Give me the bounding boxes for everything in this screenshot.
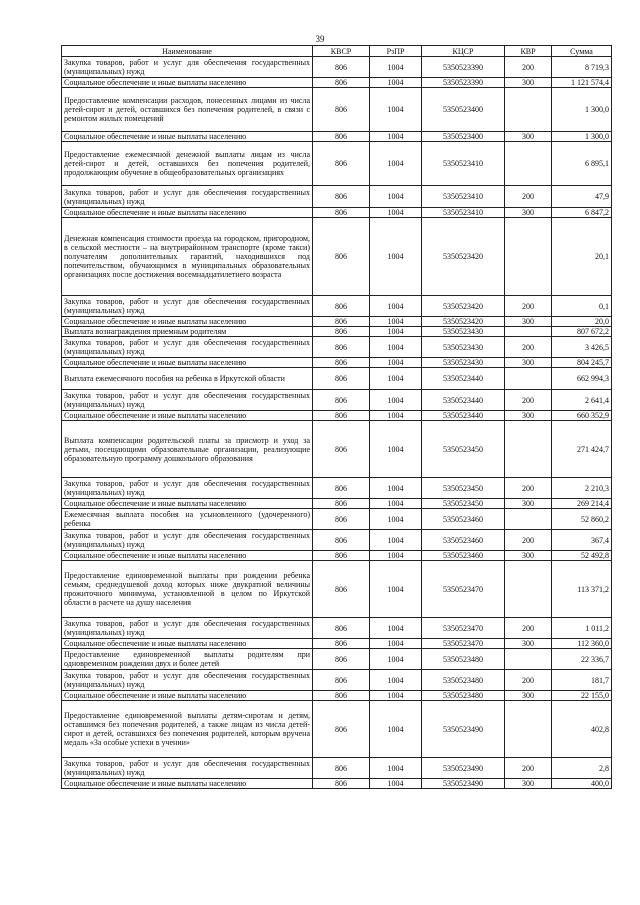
row-kvr bbox=[505, 649, 552, 670]
row-sum: 1 011,2 bbox=[552, 618, 612, 639]
row-kvsr: 806 bbox=[313, 618, 370, 639]
table-row bbox=[62, 317, 612, 327]
row-sum: 20,0 bbox=[552, 317, 612, 327]
row-sum: 22 336,7 bbox=[552, 649, 612, 670]
row-sum: 400,0 bbox=[552, 779, 612, 789]
row-kvr: 300 bbox=[505, 78, 552, 88]
row-sum: 1 300,0 bbox=[552, 132, 612, 142]
row-rzpr: 1004 bbox=[370, 368, 422, 390]
row-kvr bbox=[505, 421, 552, 478]
table-row bbox=[62, 218, 612, 296]
row-name: Закупка товаров, работ и услуг для обеспечения государственных (муниципальных) нужд bbox=[62, 758, 313, 779]
row-kvsr: 806 bbox=[313, 509, 370, 530]
header-row bbox=[62, 46, 612, 57]
row-sum: 271 424,7 bbox=[552, 421, 612, 478]
table-row bbox=[62, 411, 612, 421]
row-name: Социальное обеспечение и иные выплаты населению bbox=[62, 411, 313, 421]
row-kvr: 200 bbox=[505, 758, 552, 779]
row-kvsr: 806 bbox=[313, 132, 370, 142]
row-rzpr: 1004 bbox=[370, 478, 422, 499]
row-kvr: 300 bbox=[505, 499, 552, 509]
row-kcsr: 5350523410 bbox=[422, 142, 505, 186]
row-kvsr: 806 bbox=[313, 390, 370, 411]
row-kvsr: 806 bbox=[313, 701, 370, 758]
row-kvsr: 806 bbox=[313, 88, 370, 132]
row-kvr bbox=[505, 218, 552, 296]
row-rzpr: 1004 bbox=[370, 779, 422, 789]
row-sum: 0,1 bbox=[552, 296, 612, 317]
row-rzpr: 1004 bbox=[370, 317, 422, 327]
row-rzpr: 1004 bbox=[370, 142, 422, 186]
row-name: Выплата компенсации родительской платы за присмотр и уход за детьми, посещающими образовательные организации, реализующие образовательную программу дошкольного образования bbox=[62, 421, 313, 478]
row-kvsr: 806 bbox=[313, 142, 370, 186]
row-sum: 660 352,9 bbox=[552, 411, 612, 421]
table-row bbox=[62, 649, 612, 670]
row-kvsr: 806 bbox=[313, 186, 370, 208]
row-kcsr: 5350523410 bbox=[422, 186, 505, 208]
row-kvr bbox=[505, 561, 552, 618]
row-kcsr: 5350523440 bbox=[422, 390, 505, 411]
row-kvsr: 806 bbox=[313, 691, 370, 701]
table-row bbox=[62, 509, 612, 530]
row-kcsr: 5350523400 bbox=[422, 132, 505, 142]
row-kcsr: 5350523420 bbox=[422, 296, 505, 317]
row-rzpr: 1004 bbox=[370, 509, 422, 530]
row-kcsr: 5350523420 bbox=[422, 317, 505, 327]
row-rzpr: 1004 bbox=[370, 561, 422, 618]
row-kvr: 300 bbox=[505, 317, 552, 327]
row-name: Закупка товаров, работ и услуг для обеспечения государственных (муниципальных) нужд bbox=[62, 478, 313, 499]
header-rzpr: РзПР bbox=[370, 46, 422, 57]
row-rzpr: 1004 bbox=[370, 186, 422, 208]
row-kvsr: 806 bbox=[313, 337, 370, 358]
row-sum: 1 121 574,4 bbox=[552, 78, 612, 88]
row-sum: 804 245,7 bbox=[552, 358, 612, 368]
row-kvsr: 806 bbox=[313, 478, 370, 499]
row-kcsr: 5350523490 bbox=[422, 758, 505, 779]
header-kvr: КВР bbox=[505, 46, 552, 57]
row-name: Выплата вознаграждения приемным родителям bbox=[62, 327, 313, 337]
row-kvsr: 806 bbox=[313, 758, 370, 779]
row-sum: 181,7 bbox=[552, 670, 612, 691]
row-name: Социальное обеспечение и иные выплаты населению bbox=[62, 317, 313, 327]
row-kvr: 300 bbox=[505, 779, 552, 789]
row-kvr: 200 bbox=[505, 390, 552, 411]
row-name: Социальное обеспечение и иные выплаты населению bbox=[62, 358, 313, 368]
table-row bbox=[62, 358, 612, 368]
row-name: Социальное обеспечение и иные выплаты населению bbox=[62, 208, 313, 218]
row-kcsr: 5350523490 bbox=[422, 701, 505, 758]
row-kvsr: 806 bbox=[313, 530, 370, 551]
row-kcsr: 5350523460 bbox=[422, 551, 505, 561]
row-rzpr: 1004 bbox=[370, 57, 422, 78]
row-kcsr: 5350523480 bbox=[422, 649, 505, 670]
row-rzpr: 1004 bbox=[370, 618, 422, 639]
table-row bbox=[62, 368, 612, 390]
row-kvr bbox=[505, 701, 552, 758]
header-kcsr: КЦСР bbox=[422, 46, 505, 57]
row-rzpr: 1004 bbox=[370, 758, 422, 779]
row-name: Закупка товаров, работ и услуг для обеспечения государственных (муниципальных) нужд bbox=[62, 186, 313, 208]
row-kvr: 200 bbox=[505, 478, 552, 499]
row-kcsr: 5350523390 bbox=[422, 57, 505, 78]
table-row bbox=[62, 758, 612, 779]
row-sum: 52 492,8 bbox=[552, 551, 612, 561]
row-kvsr: 806 bbox=[313, 57, 370, 78]
row-name: Закупка товаров, работ и услуг для обеспечения государственных (муниципальных) нужд bbox=[62, 618, 313, 639]
row-kcsr: 5350523430 bbox=[422, 337, 505, 358]
table-row bbox=[62, 296, 612, 317]
row-kvr: 200 bbox=[505, 670, 552, 691]
row-kvsr: 806 bbox=[313, 551, 370, 561]
row-kvsr: 806 bbox=[313, 561, 370, 618]
table-row bbox=[62, 478, 612, 499]
row-kvsr: 806 bbox=[313, 317, 370, 327]
row-kcsr: 5350523390 bbox=[422, 78, 505, 88]
row-name: Закупка товаров, работ и услуг для обеспечения государственных (муниципальных) нужд bbox=[62, 57, 313, 78]
row-kvsr: 806 bbox=[313, 411, 370, 421]
row-name: Социальное обеспечение и иные выплаты населению bbox=[62, 779, 313, 789]
row-kvr bbox=[505, 509, 552, 530]
header-sum: Сумма bbox=[552, 46, 612, 57]
row-rzpr: 1004 bbox=[370, 88, 422, 132]
row-rzpr: 1004 bbox=[370, 649, 422, 670]
page-number: 39 bbox=[315, 34, 325, 44]
row-kcsr: 5350523430 bbox=[422, 358, 505, 368]
header-name: Наименование bbox=[62, 46, 313, 57]
row-kcsr: 5350523460 bbox=[422, 530, 505, 551]
row-sum: 3 426,5 bbox=[552, 337, 612, 358]
row-rzpr: 1004 bbox=[370, 337, 422, 358]
row-sum: 2,8 bbox=[552, 758, 612, 779]
row-rzpr: 1004 bbox=[370, 358, 422, 368]
row-kcsr: 5350523470 bbox=[422, 639, 505, 649]
table-row bbox=[62, 57, 612, 78]
table-row bbox=[62, 618, 612, 639]
row-name: Предоставление компенсации расходов, понесенных лицами из числа детей-сирот и детей, оставшихся без попечения родителей, в связи с ремонтом жилых помещений bbox=[62, 88, 313, 132]
row-name: Социальное обеспечение и иные выплаты населению bbox=[62, 499, 313, 509]
table-row bbox=[62, 701, 612, 758]
row-sum: 52 860,2 bbox=[552, 509, 612, 530]
header-kvsr: КВСР bbox=[313, 46, 370, 57]
row-sum: 20,1 bbox=[552, 218, 612, 296]
row-sum: 367,4 bbox=[552, 530, 612, 551]
row-name: Закупка товаров, работ и услуг для обеспечения государственных (муниципальных) нужд bbox=[62, 296, 313, 317]
row-name: Социальное обеспечение и иные выплаты населению bbox=[62, 691, 313, 701]
table-row bbox=[62, 88, 612, 132]
row-rzpr: 1004 bbox=[370, 691, 422, 701]
row-kvsr: 806 bbox=[313, 358, 370, 368]
row-name: Ежемесячная выплата пособия на усыновленного (удочеренного) ребенка bbox=[62, 509, 313, 530]
row-rzpr: 1004 bbox=[370, 218, 422, 296]
table-row bbox=[62, 499, 612, 509]
row-kvr: 300 bbox=[505, 639, 552, 649]
row-rzpr: 1004 bbox=[370, 639, 422, 649]
row-rzpr: 1004 bbox=[370, 701, 422, 758]
row-name: Социальное обеспечение и иные выплаты населению bbox=[62, 132, 313, 142]
row-rzpr: 1004 bbox=[370, 327, 422, 337]
row-kvr: 300 bbox=[505, 691, 552, 701]
row-kvr: 200 bbox=[505, 57, 552, 78]
row-kcsr: 5350523470 bbox=[422, 618, 505, 639]
row-kvr: 300 bbox=[505, 411, 552, 421]
row-sum: 269 214,4 bbox=[552, 499, 612, 509]
table-row bbox=[62, 142, 612, 186]
row-sum: 662 994,3 bbox=[552, 368, 612, 390]
table-row bbox=[62, 421, 612, 478]
table-row bbox=[62, 337, 612, 358]
row-kvsr: 806 bbox=[313, 368, 370, 390]
table-row bbox=[62, 208, 612, 218]
row-rzpr: 1004 bbox=[370, 530, 422, 551]
row-kcsr: 5350523440 bbox=[422, 368, 505, 390]
row-name: Предоставление единовременной выплаты детям-сиротам и детям, оставшимся без попечения родителей, а также лицам из числа детей-сирот и детей, оставшихся без попечения родителей, которым вручена медаль «За особые успехи в учении» bbox=[62, 701, 313, 758]
row-kvr: 200 bbox=[505, 186, 552, 208]
row-sum: 112 360,0 bbox=[552, 639, 612, 649]
table-row bbox=[62, 530, 612, 551]
table-row bbox=[62, 78, 612, 88]
row-kvr bbox=[505, 88, 552, 132]
row-kvsr: 806 bbox=[313, 779, 370, 789]
row-rzpr: 1004 bbox=[370, 411, 422, 421]
row-name: Закупка товаров, работ и услуг для обеспечения государственных (муниципальных) нужд bbox=[62, 337, 313, 358]
row-kcsr: 5350523420 bbox=[422, 218, 505, 296]
row-rzpr: 1004 bbox=[370, 208, 422, 218]
row-sum: 2 641,4 bbox=[552, 390, 612, 411]
row-name: Социальное обеспечение и иные выплаты населению bbox=[62, 78, 313, 88]
row-kvsr: 806 bbox=[313, 639, 370, 649]
row-rzpr: 1004 bbox=[370, 390, 422, 411]
row-sum: 6 847,2 bbox=[552, 208, 612, 218]
table-row bbox=[62, 132, 612, 142]
table-row bbox=[62, 561, 612, 618]
table-row bbox=[62, 551, 612, 561]
row-rzpr: 1004 bbox=[370, 551, 422, 561]
row-kcsr: 5350523480 bbox=[422, 691, 505, 701]
row-kvr: 300 bbox=[505, 132, 552, 142]
row-sum: 47,9 bbox=[552, 186, 612, 208]
row-name: Закупка товаров, работ и услуг для обеспечения государственных (муниципальных) нужд bbox=[62, 390, 313, 411]
row-sum: 8 719,3 bbox=[552, 57, 612, 78]
budget-table bbox=[61, 45, 612, 789]
row-kvsr: 806 bbox=[313, 649, 370, 670]
row-kvr: 300 bbox=[505, 208, 552, 218]
row-rzpr: 1004 bbox=[370, 296, 422, 317]
table-row bbox=[62, 670, 612, 691]
row-sum: 807 672,2 bbox=[552, 327, 612, 337]
row-kcsr: 5350523470 bbox=[422, 561, 505, 618]
row-name: Закупка товаров, работ и услуг для обеспечения государственных (муниципальных) нужд bbox=[62, 530, 313, 551]
row-kvr: 200 bbox=[505, 296, 552, 317]
row-kcsr: 5350523440 bbox=[422, 411, 505, 421]
row-kvsr: 806 bbox=[313, 499, 370, 509]
row-kvr bbox=[505, 368, 552, 390]
table-row bbox=[62, 691, 612, 701]
row-kvsr: 806 bbox=[313, 78, 370, 88]
row-sum: 402,8 bbox=[552, 701, 612, 758]
row-sum: 2 210,3 bbox=[552, 478, 612, 499]
row-kcsr: 5350523480 bbox=[422, 670, 505, 691]
row-kcsr: 5350523460 bbox=[422, 509, 505, 530]
row-kvr: 200 bbox=[505, 618, 552, 639]
table-row bbox=[62, 639, 612, 649]
row-rzpr: 1004 bbox=[370, 499, 422, 509]
row-kvsr: 806 bbox=[313, 670, 370, 691]
row-kcsr: 5350523450 bbox=[422, 421, 505, 478]
row-kvsr: 806 bbox=[313, 421, 370, 478]
row-name: Предоставление ежемесячной денежной выплаты лицам из числа детей-сирот и детей, оставшихся без попечения родителей, продолжающим обучение в общеобразовательных организациях bbox=[62, 142, 313, 186]
row-sum: 113 371,2 bbox=[552, 561, 612, 618]
row-kvr: 300 bbox=[505, 358, 552, 368]
row-name: Предоставление единовременной выплаты при рождении ребенка семьям, среднедушевой доход которых ниже двукратной величины прожиточного минимума, установленной в целом по Иркутской области в расчете на душу населения bbox=[62, 561, 313, 618]
row-kvr: 200 bbox=[505, 337, 552, 358]
table-row bbox=[62, 186, 612, 208]
row-name: Социальное обеспечение и иные выплаты населению bbox=[62, 551, 313, 561]
row-rzpr: 1004 bbox=[370, 421, 422, 478]
table-row bbox=[62, 327, 612, 337]
row-kvsr: 806 bbox=[313, 327, 370, 337]
row-name: Социальное обеспечение и иные выплаты населению bbox=[62, 639, 313, 649]
row-sum: 6 895,1 bbox=[552, 142, 612, 186]
row-kvr bbox=[505, 327, 552, 337]
row-kvr bbox=[505, 142, 552, 186]
row-kvr: 300 bbox=[505, 551, 552, 561]
row-kcsr: 5350523450 bbox=[422, 478, 505, 499]
row-rzpr: 1004 bbox=[370, 132, 422, 142]
row-rzpr: 1004 bbox=[370, 670, 422, 691]
row-kvsr: 806 bbox=[313, 218, 370, 296]
row-kcsr: 5350523490 bbox=[422, 779, 505, 789]
row-sum: 22 155,0 bbox=[552, 691, 612, 701]
row-sum: 1 300,0 bbox=[552, 88, 612, 132]
table-row bbox=[62, 390, 612, 411]
row-kcsr: 5350523410 bbox=[422, 208, 505, 218]
table-row bbox=[62, 779, 612, 789]
row-kcsr: 5350523400 bbox=[422, 88, 505, 132]
row-name: Денежная компенсация стоимости проезда на городском, пригородном, в сельской местности – на внутрирайонном транспорте (кроме такси) получателям дополнительных гарантий, находившихся под попечительством, обучающимся в муниципальных образовательных организациях после достижения восемнадцатилетнего возраста bbox=[62, 218, 313, 296]
row-kvsr: 806 bbox=[313, 208, 370, 218]
row-kcsr: 5350523430 bbox=[422, 327, 505, 337]
row-name: Предоставление единовременной выплаты родителям при одновременном рождении двух и более детей bbox=[62, 649, 313, 670]
row-kvsr: 806 bbox=[313, 296, 370, 317]
row-name: Закупка товаров, работ и услуг для обеспечения государственных (муниципальных) нужд bbox=[62, 670, 313, 691]
row-kcsr: 5350523450 bbox=[422, 499, 505, 509]
row-name: Выплата ежемесячного пособия на ребенка в Иркутской области bbox=[62, 368, 313, 390]
row-rzpr: 1004 bbox=[370, 78, 422, 88]
row-kvr: 200 bbox=[505, 530, 552, 551]
